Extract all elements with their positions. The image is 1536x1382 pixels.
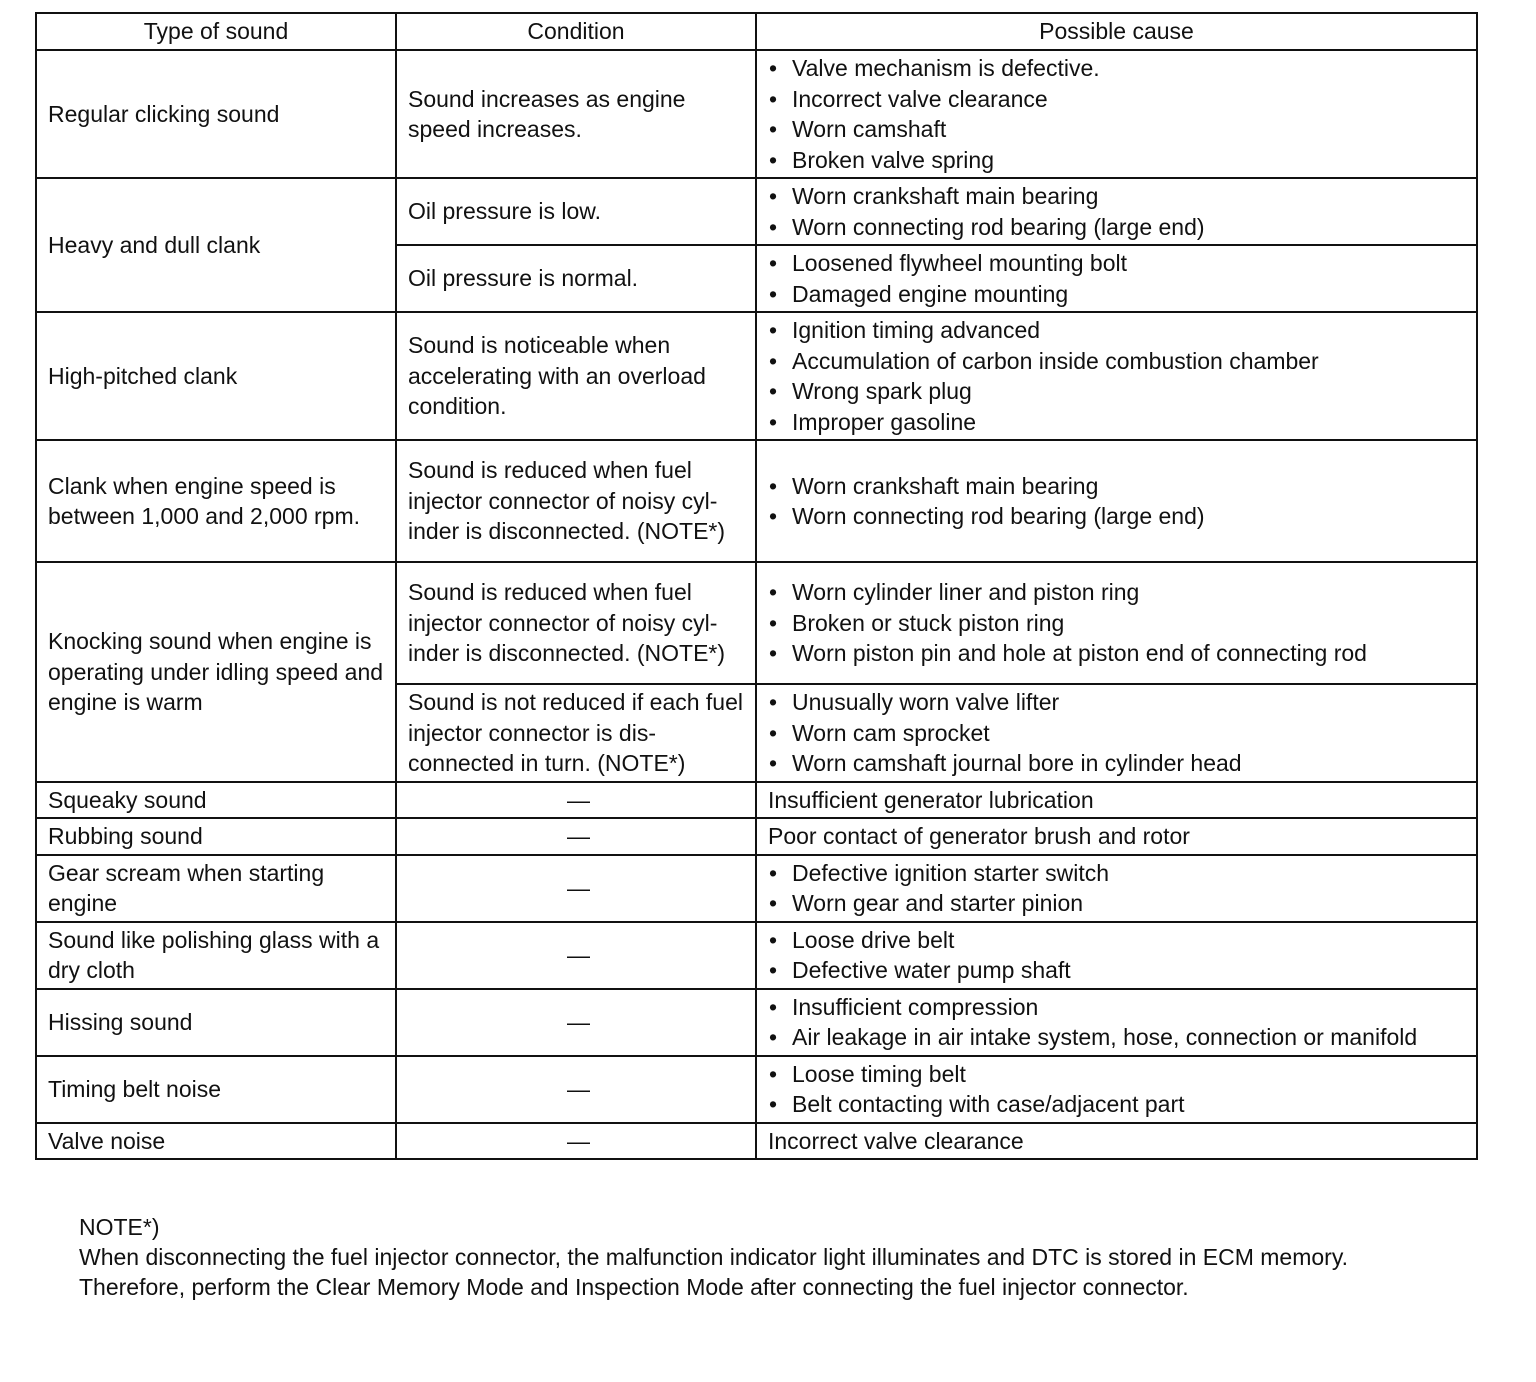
cause-item: • Ignition timing advanced [768, 315, 1470, 346]
footnote-line-2: Therefore, perform the Clear Memory Mode and Inspection Mode after connecting the fuel injector connector. [79, 1274, 1189, 1300]
cause-item: • Air leakage in air intake system, hose, connection or manifold [768, 1022, 1470, 1053]
sound-type-cell: Squeaky sound [36, 782, 396, 819]
footnote [79, 1212, 1348, 1302]
cause-item: • Worn gear and starter pinion [768, 888, 1470, 919]
table-row [36, 1123, 1477, 1160]
cause-list [768, 925, 1470, 986]
possible-cause-cell [756, 855, 1477, 922]
cause-item: • Broken valve spring [768, 145, 1470, 176]
possible-cause-cell [756, 50, 1477, 178]
cause-item: • Damaged engine mounting [768, 279, 1470, 310]
cause-item: • Belt contacting with case/adjacent part [768, 1089, 1470, 1120]
cause-item: • Loose drive belt [768, 925, 1470, 956]
condition-cell: Oil pressure is normal. [396, 245, 756, 312]
table-row [36, 178, 1477, 245]
cause-list [768, 53, 1470, 175]
condition-cell: Sound is not reduced if each fuel injector connector is dis-connected in turn. (NOTE*) [396, 684, 756, 782]
cause-item: • Worn camshaft [768, 114, 1470, 145]
cause-list [768, 248, 1470, 309]
sound-type-cell: Timing belt noise [36, 1056, 396, 1123]
possible-cause-cell [756, 922, 1477, 989]
cause-item: • Defective water pump shaft [768, 955, 1470, 986]
condition-cell: Sound is reduced when fuel injector connector of noisy cyl-inder is disconnected. (NOTE*) [396, 562, 756, 684]
table-row [36, 989, 1477, 1056]
table-row [36, 818, 1477, 855]
possible-cause-cell [756, 1056, 1477, 1123]
cause-item: • Valve mechanism is defective. [768, 53, 1470, 84]
table-row [36, 440, 1477, 562]
table-row [36, 855, 1477, 922]
cause-item: • Unusually worn valve lifter [768, 687, 1470, 718]
header-condition: Condition [396, 13, 756, 50]
condition-cell: Sound is noticeable when accelerating with an overload condition. [396, 312, 756, 440]
possible-cause-cell [756, 684, 1477, 782]
sound-type-cell: Sound like polishing glass with a dry cloth [36, 922, 396, 989]
table-body [36, 50, 1477, 1159]
sound-type-cell: High-pitched clank [36, 312, 396, 440]
table-header [36, 13, 1477, 50]
table-row [36, 782, 1477, 819]
cause-item: • Worn connecting rod bearing (large end) [768, 501, 1470, 532]
cause-list [768, 577, 1470, 669]
possible-cause-cell [756, 245, 1477, 312]
possible-cause-cell: Incorrect valve clearance [756, 1123, 1477, 1160]
sound-type-cell: Rubbing sound [36, 818, 396, 855]
cause-list [768, 471, 1470, 532]
sound-type-cell: Heavy and dull clank [36, 178, 396, 312]
footnote-line-1: When disconnecting the fuel injector connector, the malfunction indicator light illuminates and DTC is stored in ECM memory. [79, 1244, 1348, 1270]
condition-cell: — [396, 855, 756, 922]
cause-item: • Worn cam sprocket [768, 718, 1470, 749]
header-possible-cause: Possible cause [756, 13, 1477, 50]
cause-item: • Worn cylinder liner and piston ring [768, 577, 1470, 608]
possible-cause-cell [756, 440, 1477, 562]
sound-type-cell: Gear scream when starting engine [36, 855, 396, 922]
cause-item: • Incorrect valve clearance [768, 84, 1470, 115]
possible-cause-cell: Insufficient generator lubrication [756, 782, 1477, 819]
condition-cell: Oil pressure is low. [396, 178, 756, 245]
cause-list [768, 687, 1470, 779]
sound-type-cell: Valve noise [36, 1123, 396, 1160]
possible-cause-cell [756, 562, 1477, 684]
footnote-title: NOTE*) [79, 1214, 160, 1240]
condition-cell: Sound is reduced when fuel injector connector of noisy cyl-inder is disconnected. (NOTE*) [396, 440, 756, 562]
possible-cause-cell: Poor contact of generator brush and rotor [756, 818, 1477, 855]
cause-item: • Improper gasoline [768, 407, 1470, 438]
condition-cell: — [396, 922, 756, 989]
condition-cell: — [396, 818, 756, 855]
possible-cause-cell [756, 178, 1477, 245]
table-row [36, 312, 1477, 440]
cause-list [768, 315, 1470, 437]
cause-item: • Worn crankshaft main bearing [768, 181, 1470, 212]
cause-item: • Worn connecting rod bearing (large end) [768, 212, 1470, 243]
cause-item: • Insufficient compression [768, 992, 1470, 1023]
cause-item: • Wrong spark plug [768, 376, 1470, 407]
noise-diagnosis-table [35, 12, 1478, 1160]
table-row [36, 562, 1477, 684]
cause-item: • Loosened flywheel mounting bolt [768, 248, 1470, 279]
header-type-of-sound: Type of sound [36, 13, 396, 50]
condition-cell: — [396, 1123, 756, 1160]
cause-item: • Worn crankshaft main bearing [768, 471, 1470, 502]
cause-item: • Accumulation of carbon inside combustion chamber [768, 346, 1470, 377]
cause-list [768, 181, 1470, 242]
sound-type-cell: Regular clicking sound [36, 50, 396, 178]
cause-item: • Worn camshaft journal bore in cylinder head [768, 748, 1470, 779]
condition-cell: — [396, 1056, 756, 1123]
condition-cell: Sound increases as engine speed increases. [396, 50, 756, 178]
possible-cause-cell [756, 312, 1477, 440]
table-row [36, 50, 1477, 178]
cause-list [768, 1059, 1470, 1120]
table-row [36, 922, 1477, 989]
header-row [36, 13, 1477, 50]
condition-cell: — [396, 989, 756, 1056]
sound-type-cell: Hissing sound [36, 989, 396, 1056]
table-row [36, 1056, 1477, 1123]
sound-type-cell: Knocking sound when engine is operating under idling speed and engine is warm [36, 562, 396, 782]
condition-cell: — [396, 782, 756, 819]
sound-type-cell: Clank when engine speed is between 1,000 and 2,000 rpm. [36, 440, 396, 562]
cause-item: • Broken or stuck piston ring [768, 608, 1470, 639]
cause-item: • Loose timing belt [768, 1059, 1470, 1090]
cause-list [768, 858, 1470, 919]
cause-item: • Defective ignition starter switch [768, 858, 1470, 889]
cause-list [768, 992, 1470, 1053]
cause-item: • Worn piston pin and hole at piston end of connecting rod [768, 638, 1470, 669]
possible-cause-cell [756, 989, 1477, 1056]
